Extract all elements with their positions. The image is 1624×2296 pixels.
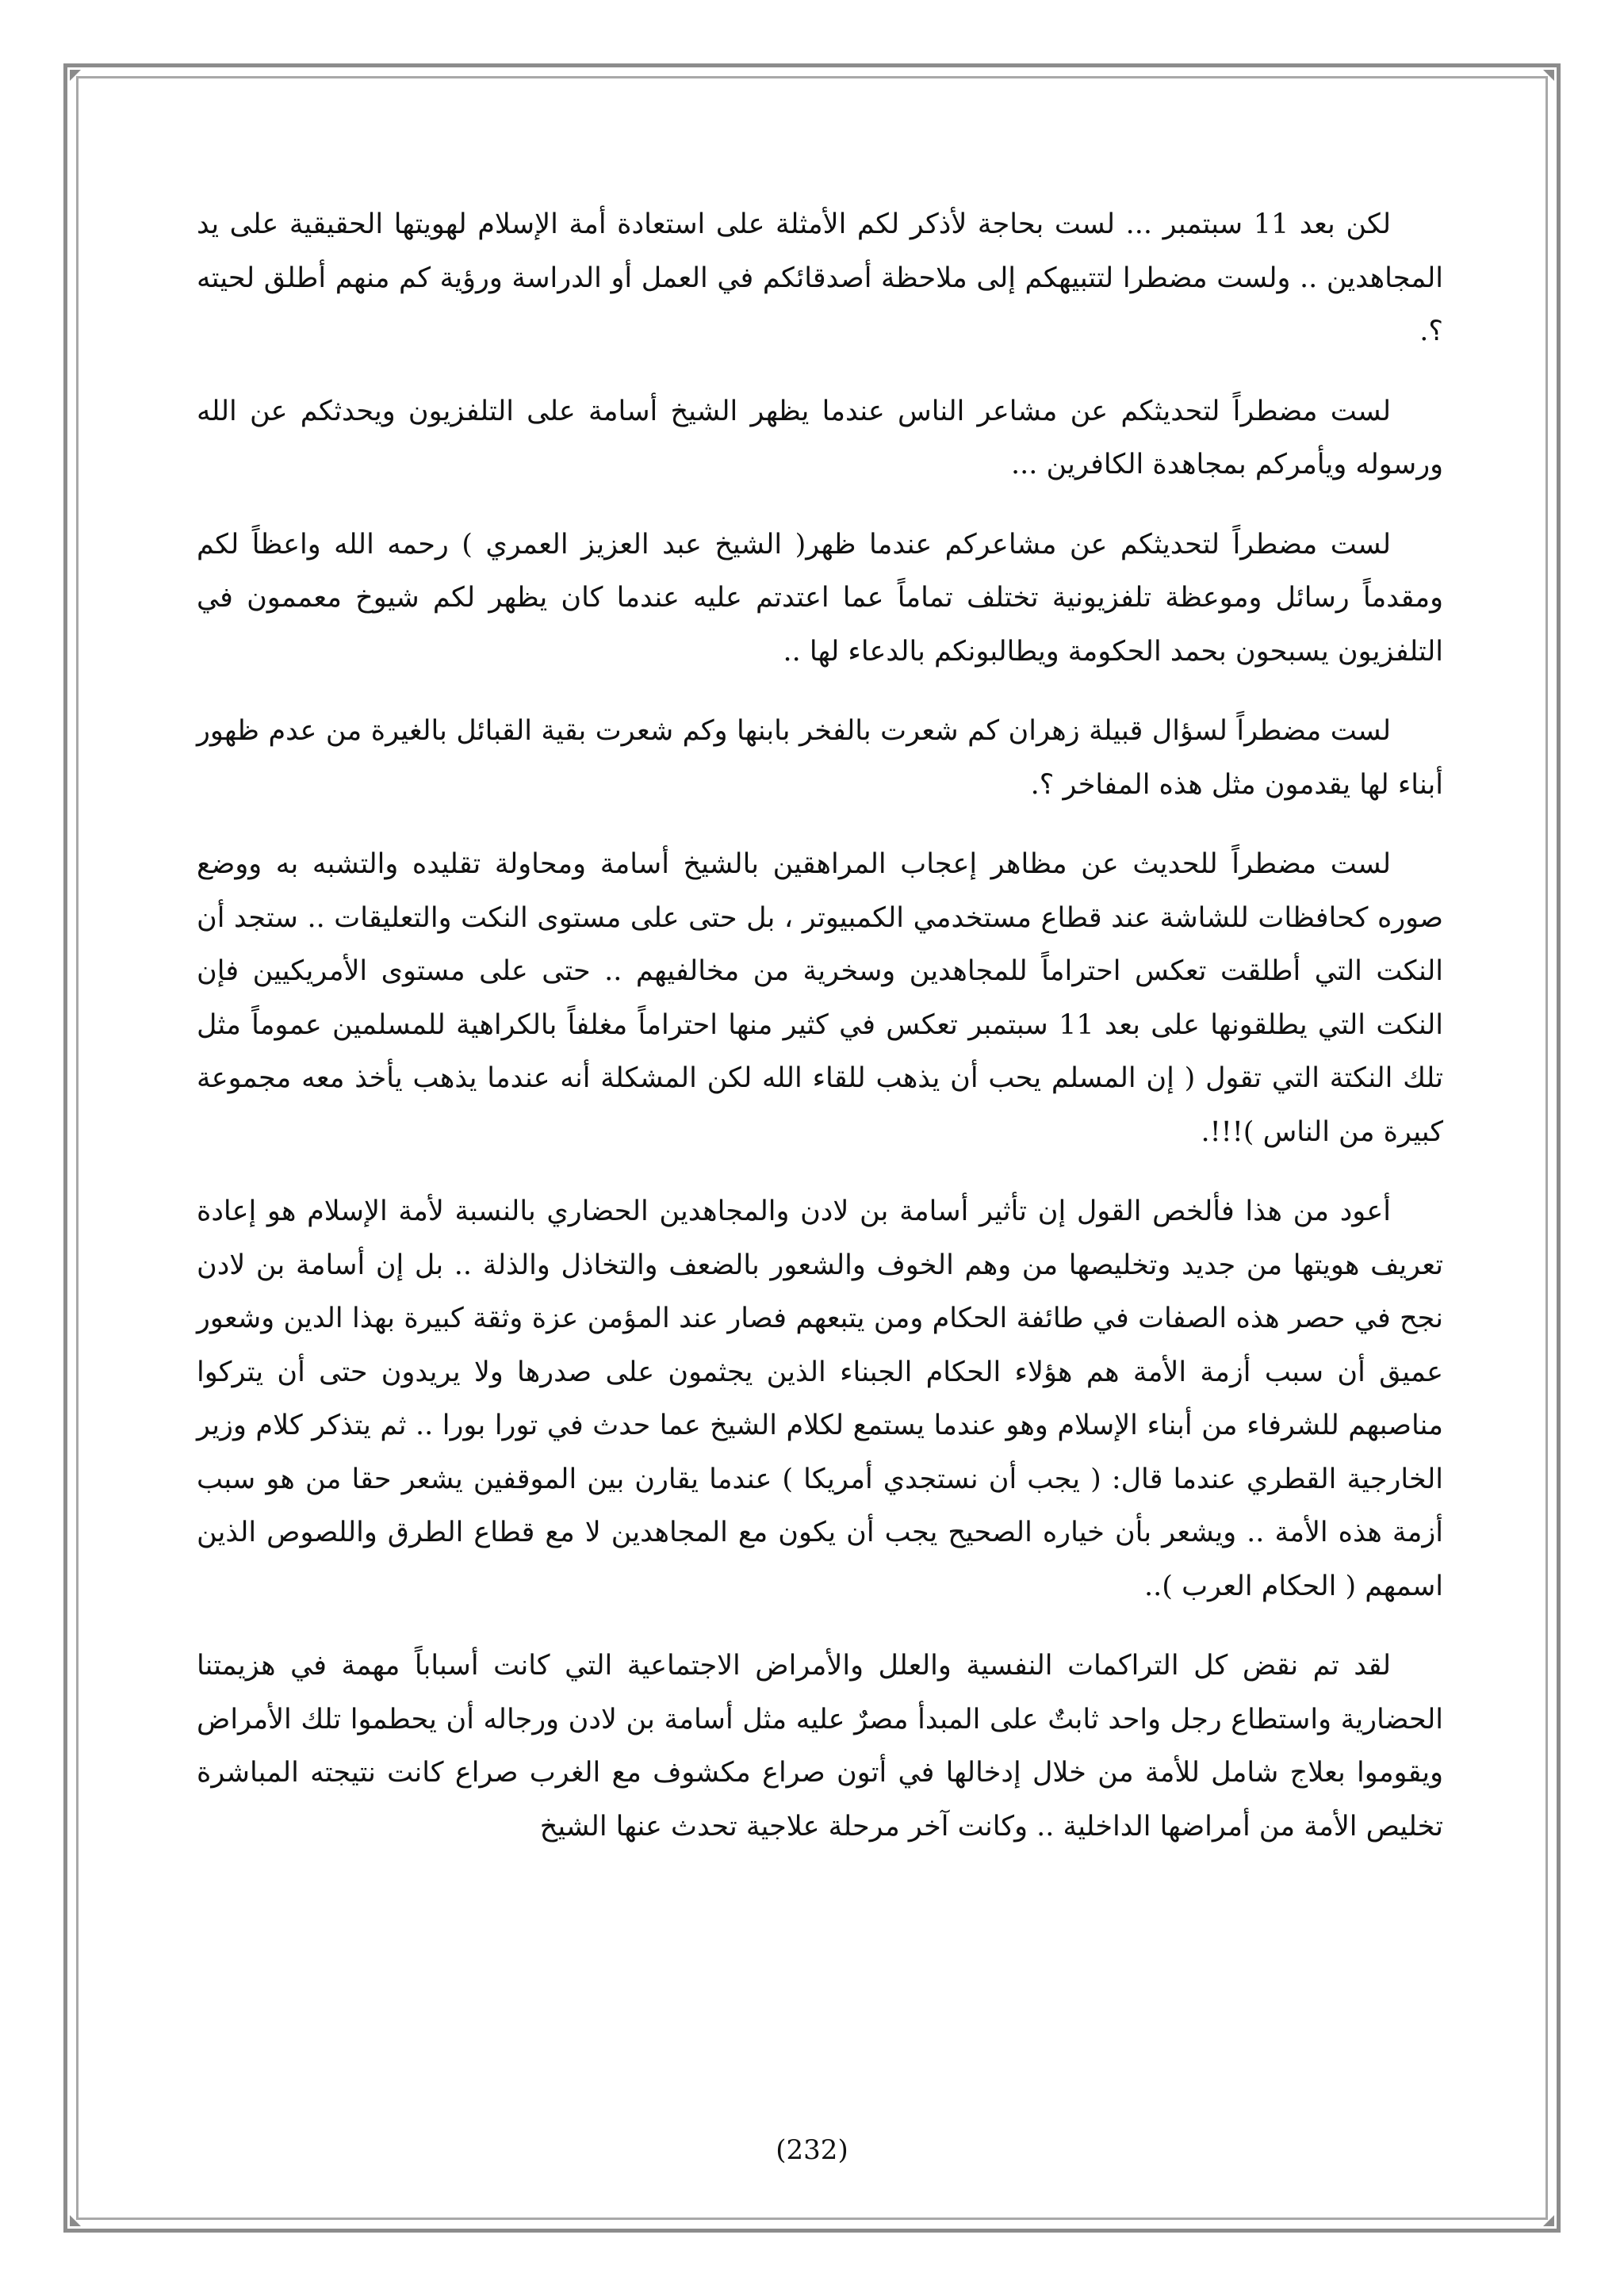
paragraph-7: لقد تم نقض كل التراكمات النفسية والعلل والأمراض الاجتماعية التي كانت أسباباً مهمة في هزيمتنا الحضارية واستطاع رجل واحد ثابتٌ على المبدأ مصرٌ عليه مثل أسامة بن لادن ورجاله أن يحطموا تلك الأمراض ويقوموا بعلاج شامل للأمة من خلال إدخالها في أتون صراع مكشوف مع الغرب صراع كانت نتيجته المباشرة تخليص الأمة من أمراضها الداخلية .. وكانت آخر مرحلة علاجية تحدث عنها الشيخ: [197, 1650, 1443, 1843]
corner-ornament-bottom-left: [70, 2215, 81, 2226]
paragraph-6: أعود من هذا فألخص القول إن تأثير أسامة بن لادن والمجاهدين الحضاري بالنسبة لأمة الإسلام هو إعادة تعريف هويتها من جديد وتخليصها من وهم الخوف والشعور بالضعف والتخاذل والذلة .. بل إن أسامة بن لادن نجح في حصر هذه الصفات في طائفة الحكام ومن يتبعهم فصار عند المؤمن عزة وثقة كبيرة بهذا الدين وشعور عميق أن سبب أزمة الأمة هم هؤلاء الحكام الجبناء الذين يجثمون على صدرها ولا يريدون حتى أن يتركوا مناصبهم للشرفاء من أبناء الإسلام وهو عندما يستمع لكلام الشيخ عما حدث في تورا بورا .. ثم يتذكر كلام وزير الخارجية القطري عندما قال: ( يجب أن نستجدي أمريكا ) عندما يقارن بين الموقفين يشعر حقا من هو سبب أزمة هذه الأمة .. ويشعر بأن خياره الصحيح يجب أن يكون مع المجاهدين لا مع قطاع الطرق واللصوص الذين اسمهم ( الحكام العرب )..: [197, 1196, 1443, 1602]
corner-ornament-bottom-right: [1543, 2215, 1554, 2226]
corner-ornament-top-left: [70, 70, 81, 81]
paragraph-3: لست مضطراً لتحديثكم عن مشاعركم عندما ظهر( الشيخ عبد العزيز العمري ) رحمه الله واعظاً لكم ومقدماً رسائل وموعظة تلفزيونية تختلف تماماً عما اعتدتم عليه عندما كان يظهر لكم شيوخ معممون في التلفزيون يسبحون بحمد الحكومة ويطالبونكم بالدعاء لها ..: [197, 528, 1443, 668]
paragraph-4: لست مضطراً لسؤال قبيلة زهران كم شعرت بالفخر بابنها وكم شعرت بقية القبائل بالغيرة من عدم ظهور أبناء لها يقدمون مثل هذه المفاخر ؟.: [197, 715, 1443, 801]
paragraph-5: لست مضطراً للحديث عن مظاهر إعجاب المراهقين بالشيخ أسامة ومحاولة تقليده والتشبه به ووضع صوره كحافظات للشاشة عند قطاع مستخدمي الكمبيوتر ، بل حتى على مستوى النكت والتعليقات .. ستجد أن النكت التي أطلقت تعكس احتراماً للمجاهدين وسخرية من مخالفيهم .. حتى على مستوى الأمريكيين فإن النكت التي يطلقونها على بعد 11 سبتمبر تعكس في كثير منها احتراماً مغلفاً بالكراهية للمسلمين عموماً مثل تلك النكتة التي تقول ( إن المسلم يحب أن يذهب للقاء الله لكن المشكلة أنه عندما يذهب يأخذ معه مجموعة كبيرة من الناس )!!!.: [197, 848, 1443, 1148]
paragraph-2: لست مضطراً لتحديثكم عن مشاعر الناس عندما يظهر الشيخ أسامة على التلفزيون ويحدثكم عن الله ورسوله ويأمركم بمجاهدة الكافرين ...: [197, 395, 1443, 480]
page-number: (232): [776, 2134, 848, 2166]
paragraph-1: لكن بعد 11 سبتمبر ... لست بحاجة لأذكر لكم الأمثلة على استعادة أمة الإسلام لهويتها الحقيقية على يد المجاهدين .. ولست مضطرا لتتبيهكم إلى ملاحظة أصدقائكم في العمل أو الدراسة ورؤية كم منهم أطلق لحيته ؟.: [197, 209, 1443, 347]
document-body: [197, 198, 1443, 1880]
corner-ornament-top-right: [1543, 70, 1554, 81]
